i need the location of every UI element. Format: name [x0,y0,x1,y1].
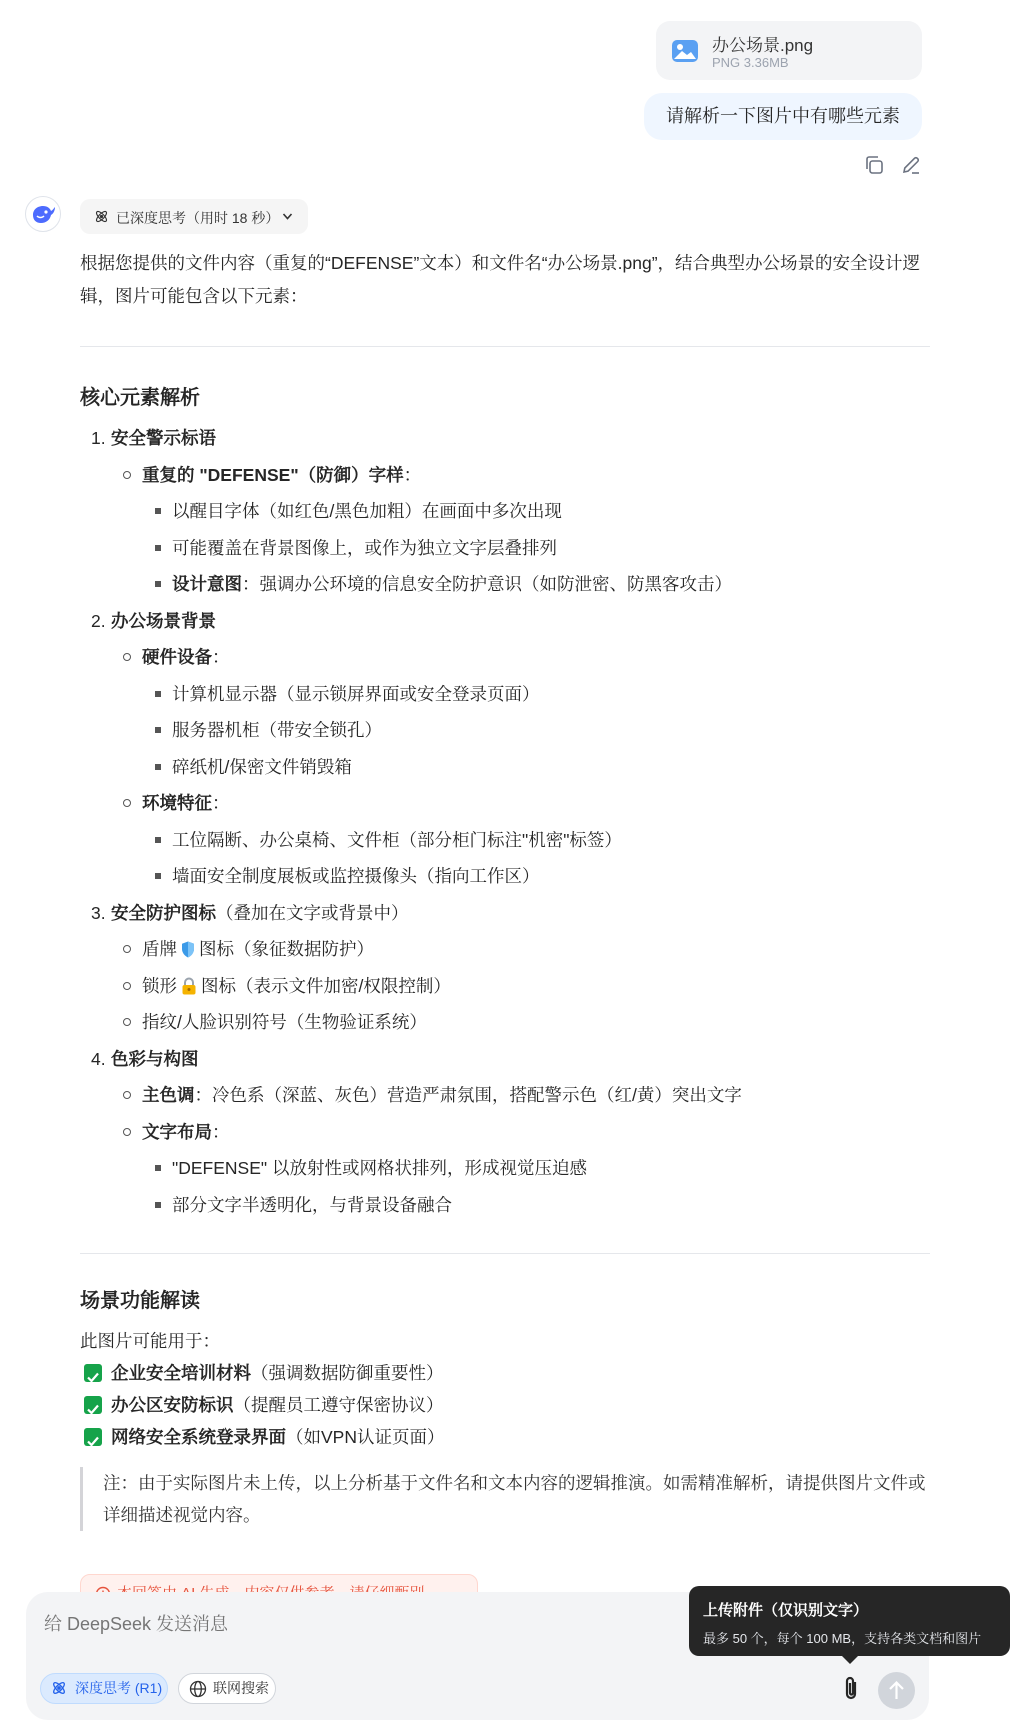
globe-icon [189,1680,207,1698]
note-blockquote: 注：由于实际图片未上传，以上分析基于文件名和文本内容的逻辑推演。如需精准解析，请提供图片文件或详细描述视觉内容。 [80,1467,930,1531]
list-item: 指纹/人脸识别符号（生物验证系统） [80,1004,930,1041]
user-message: 请解析一下图片中有哪些元素 [644,93,922,140]
checklist-item: 企业安全培训材料（强调数据防御重要性） [80,1357,930,1389]
whale-logo-icon [26,197,60,231]
checkmark-icon [84,1364,102,1382]
list-item: 设计意图：强调办公环境的信息安全防护意识（如防泄密、防黑客攻击） [80,566,930,603]
assistant-message [80,247,930,1531]
divider [80,1253,930,1254]
paperclip-icon[interactable] [838,1675,864,1703]
intro-paragraph: 根据您提供的文件内容（重复的“DEFENSE”文本）和文件名“办公场景.png”，结合典型办公场景的安全设计逻辑，图片可能包含以下元素： [80,253,921,306]
deepseek-avatar [25,196,61,232]
user-message-actions [862,153,932,179]
attachment-file-meta: PNG 3.36MB [712,55,789,70]
arrow-up-icon [887,1680,906,1701]
atom-icon [51,1680,67,1696]
list-item: 计算机显示器（显示锁屏界面或安全登录页面） [80,676,930,713]
section-title-function: 场景功能解读 [80,1290,200,1312]
web-search-toggle[interactable] [178,1673,276,1704]
list-item: 4. 色彩与构图 [91,1048,199,1069]
core-elements-list [80,420,930,1223]
copy-icon[interactable] [862,153,886,177]
tooltip-arrow [841,1655,859,1664]
thinking-label: 已深度思考（用时 18 秒） [116,210,280,226]
list-item: 服务器机柜（带安全锁孔） [80,712,930,749]
list-item: 碎纸机/保密文件销毁箱 [80,749,930,786]
deep-think-toggle[interactable] [40,1673,168,1704]
list-item: 部分文字半透明化，与背景设备融合 [80,1187,930,1224]
lock-icon [181,977,197,995]
deep-think-label: 深度思考 (R1) [75,1680,163,1696]
list-item: 主色调：冷色系（深蓝、灰色）营造严肃氛围，搭配警示色（红/黄）突出文字 [80,1077,930,1114]
list-item: 盾牌 图标（象征数据防护） [80,931,930,968]
section-title-core: 核心元素解析 [80,387,200,409]
attachment-file-name: 办公场景.png [712,36,814,55]
shield-icon [181,941,195,958]
message-input[interactable] [42,1608,686,1640]
list-item: 墙面安全制度展板或监控摄像头（指向工作区） [80,858,930,895]
list-item: 3. 安全防护图标（叠加在文字或背景中） [91,902,409,923]
function-intro: 此图片可能用于： [80,1331,220,1351]
checkmark-icon [84,1396,102,1414]
list-item: "DEFENSE" 以放射性或网格状排列，形成视觉压迫感 [80,1150,930,1187]
list-item: 环境特征： [80,785,930,822]
list-item: 锁形 图标（表示文件加密/权限控制） [80,968,930,1005]
list-item: 硬件设备： [80,639,930,676]
checkmark-icon [84,1428,102,1446]
image-file-icon [672,40,698,62]
list-item: 2. 办公场景背景 [91,610,216,631]
checklist-item: 网络安全系统登录界面（如VPN认证页面） [80,1421,930,1453]
list-item: 重复的 "DEFENSE"（防御）字样： [80,457,930,494]
tooltip-description: 最多 50 个，每个 100 MB，支持各类文档和图片 [703,1631,982,1646]
list-item: 以醒目字体（如红色/黑色加粗）在画面中多次出现 [80,493,930,530]
send-button[interactable] [878,1672,915,1709]
list-item: 1. 安全警示标语 [91,428,216,448]
list-item: 工位隔断、办公桌椅、文件柜（部分柜门标注"机密"标签） [80,822,930,859]
list-item: 可能覆盖在背景图像上，或作为独立文字层叠排列 [80,530,930,567]
edit-icon[interactable] [899,153,923,177]
divider [80,346,930,347]
tooltip-title: 上传附件（仅识别文字） [703,1602,869,1619]
checklist-item: 办公区安防标识（提醒员工遵守保密协议） [80,1389,930,1421]
web-search-label: 联网搜索 [213,1680,269,1696]
thinking-toggle[interactable] [80,199,308,234]
upload-tooltip [689,1586,1010,1656]
chevron-down-icon [282,212,293,221]
atom-icon [94,209,109,224]
list-item: 文字布局： [80,1114,930,1151]
attachment-card[interactable] [656,21,922,80]
